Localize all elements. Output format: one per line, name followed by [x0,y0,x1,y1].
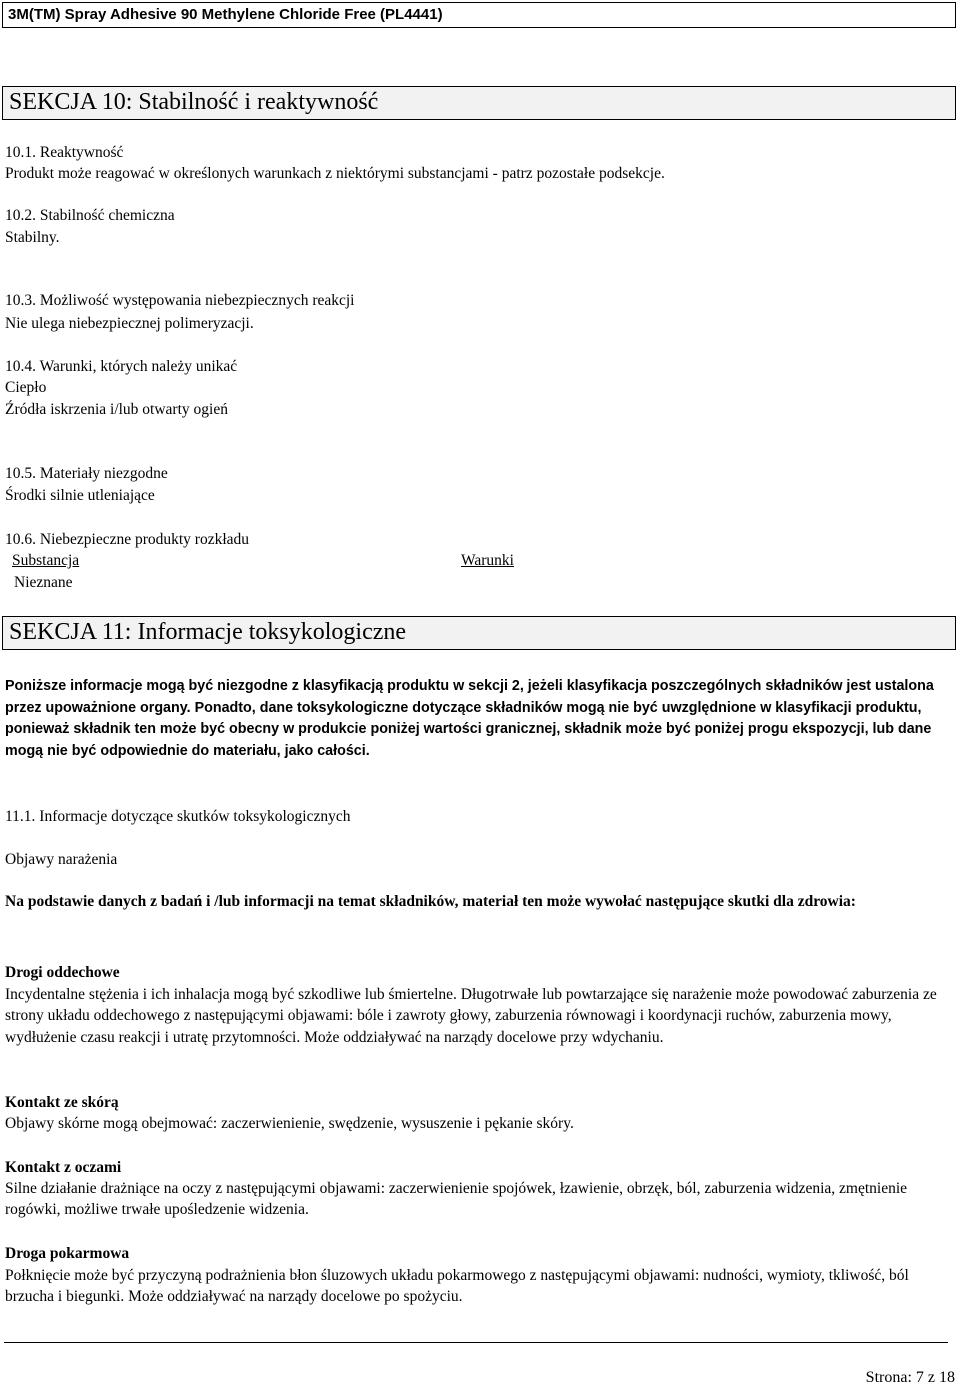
skin-contact-text: Objawy skórne mogą obejmować: zaczerwienienie, swędzenie, wysuszenie i pękanie skóry. [5,1115,574,1132]
subsection-10-5-heading: 10.5. Materiały niezgodne [5,465,168,482]
table-header-substance: Substancja [12,552,80,569]
subsection-10-3-text: Nie ulega niebezpiecznej polimeryzacji. [5,315,254,332]
subsection-10-5-text: Środki silnie utleniające [5,487,155,504]
skin-contact-heading: Kontakt ze skórą [5,1094,119,1111]
footer-divider [4,1342,948,1343]
eye-contact-text: Silne działanie drażniące na oczy z następującymi objawami: zaczerwienienie spojówek, łzawienie, obrzęk, ból, zaburzenia widzenia, zmętnienie rogówki, możliwe trwałe upośledzenie widzenia. [5,1180,908,1218]
table-cell-substance: Nieznane [14,574,73,591]
section-10-title: SEKCJA 10: Stabilność i reaktywność [2,86,956,120]
subsection-10-4-text-2: Źródła iskrzenia i/lub otwarty ogień [5,401,228,418]
subsection-10-1-heading: 10.1. Reaktywność [5,144,124,161]
document-header: 3M(TM) Spray Adhesive 90 Methylene Chloride Free (PL4441) [2,2,956,28]
subsection-10-1-text: Produkt może reagować w określonych warunkach z niektórymi substancjami - patrz pozostałe podsekcje. [5,165,665,182]
ingestion-heading: Droga pokarmowa [5,1245,130,1262]
eye-contact-heading: Kontakt z oczami [5,1159,122,1176]
section-11-intro: Poniższe informacje mogą być niezgodne z klasyfikacją produktu w sekcji 2, jeżeli klasyfikacja poszczególnych składników jest ustalona przez upoważnione organy. Ponadto, dane toksykologiczne dotyczące składników mogą nie być uwzględnione w klasyfikacji produktu, ponieważ składnik ten może być obecny w produkcie poniżej wartości granicznej, składnik może być poniżej progu ekspozycji, lub dane mogą nie być odpowiednie do materiału, jako całości. [5,678,934,759]
subsection-10-3-heading: 10.3. Możliwość występowania niebezpiecznych reakcji [5,292,355,309]
inhalation-heading: Drogi oddechowe [5,964,120,981]
subsection-10-6-heading: 10.6. Niebezpieczne produkty rozkładu [5,531,250,548]
subsection-10-4-text-1: Ciepło [5,379,47,396]
section-11-title: SEKCJA 11: Informacje toksykologiczne [2,616,956,650]
subsection-10-4-heading: 10.4. Warunki, których należy unikać [5,358,238,375]
health-effects-basis: Na podstawie danych z badań i /lub informacji na temat składników, materiał ten może wywołać następujące skutki dla zdrowia: [5,893,856,910]
exposure-symptoms-heading: Objawy narażenia [5,851,118,868]
table-header-conditions: Warunki [461,552,514,569]
page-number: Strona: 7 z 18 [865,1369,955,1386]
subsection-10-2-text: Stabilny. [5,229,60,246]
ingestion-text: Połknięcie może być przyczyną podrażnienia błon śluzowych układu pokarmowego z następującymi objawami: nudności, wymioty, tkliwość, ból brzucha i biegunki. Może oddziaływać na narządy docelowe po spożyciu. [5,1267,909,1305]
subsection-10-2-heading: 10.2. Stabilność chemiczna [5,207,175,224]
subsection-11-1-heading: 11.1. Informacje dotyczące skutków toksykologicznych [5,808,351,825]
inhalation-text: Incydentalne stężenia i ich inhalacja mogą być szkodliwe lub śmiertelne. Długotrwałe lub powtarzające się narażenie może powodować zaburzenia ze strony układu oddechowego z następującymi objawami: bóle i zawroty głowy, zaburzenia równowagi i koordynacji ruchów, zaburzenia mowy, wydłużenie czasu reakcji i utratę przytomności. Może oddziaływać na narządy docelowe przy wdychaniu. [5,986,937,1046]
